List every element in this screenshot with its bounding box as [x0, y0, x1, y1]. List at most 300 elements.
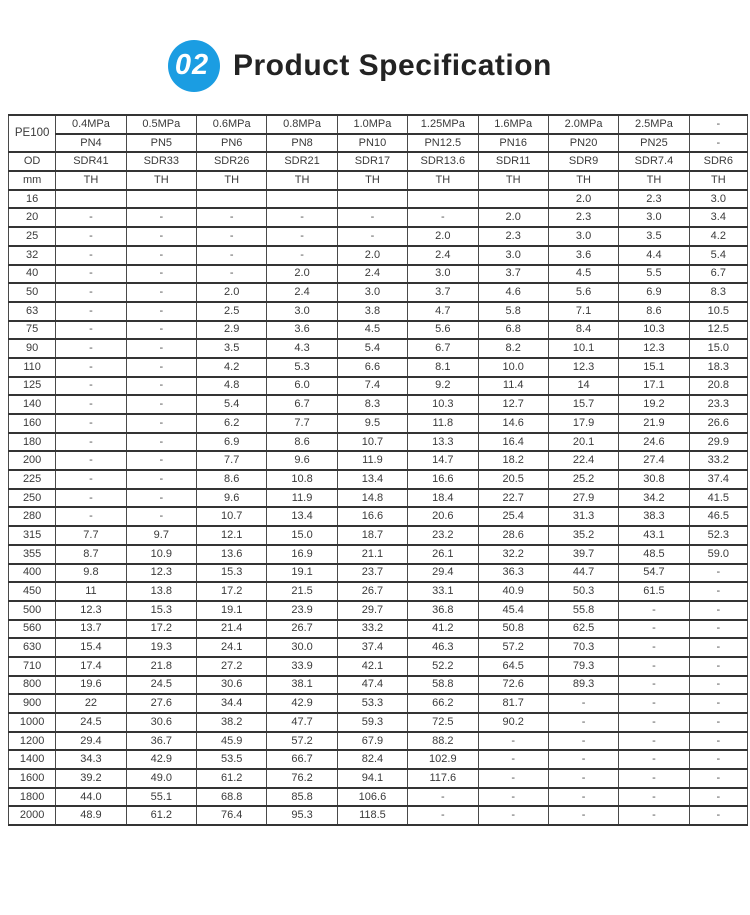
wall-thickness-cell: -	[548, 750, 618, 769]
wall-thickness-cell: 39.2	[56, 769, 126, 788]
pn-header-cell: PN10	[337, 134, 407, 153]
wall-thickness-cell: 4.6	[478, 283, 548, 302]
header-row-pressure	[9, 115, 748, 134]
wall-thickness-cell: -	[337, 227, 407, 246]
wall-thickness-cell: -	[56, 507, 126, 526]
wall-thickness-cell: 118.5	[337, 806, 407, 825]
wall-thickness-cell: 61.2	[126, 806, 196, 825]
data-row-od-560	[9, 620, 748, 639]
wall-thickness-cell: -	[619, 638, 689, 657]
wall-thickness-cell: 42.1	[337, 657, 407, 676]
wall-thickness-cell: 72.6	[478, 676, 548, 695]
wall-thickness-cell: 15.0	[689, 339, 747, 358]
wall-thickness-cell: 13.8	[126, 582, 196, 601]
wall-thickness-cell: 11.4	[478, 377, 548, 396]
wall-thickness-cell: 2.0	[267, 265, 337, 284]
wall-thickness-cell: 14.6	[478, 414, 548, 433]
wall-thickness-cell: 58.8	[408, 676, 478, 695]
pn-header-cell: PN25	[619, 134, 689, 153]
wall-thickness-cell: 15.4	[56, 638, 126, 657]
wall-thickness-cell: -	[619, 806, 689, 825]
wall-thickness-cell: 54.7	[619, 564, 689, 583]
data-row-od-1800	[9, 788, 748, 807]
wall-thickness-cell: 21.9	[619, 414, 689, 433]
wall-thickness-cell: 76.2	[267, 769, 337, 788]
pn-header-cell: PN5	[126, 134, 196, 153]
wall-thickness-cell: 45.9	[197, 732, 267, 751]
wall-thickness-cell: 21.1	[337, 545, 407, 564]
wall-thickness-cell: 10.3	[619, 321, 689, 340]
wall-thickness-cell: 85.8	[267, 788, 337, 807]
pressure-header-cell: 0.6MPa	[197, 115, 267, 134]
pn-header-cell: PN16	[478, 134, 548, 153]
wall-thickness-cell: 7.7	[267, 414, 337, 433]
wall-thickness-cell: 41.2	[408, 620, 478, 639]
wall-thickness-cell: 3.6	[267, 321, 337, 340]
wall-thickness-cell: 33.2	[689, 451, 747, 470]
pn-header-cell: PN8	[267, 134, 337, 153]
th-header-cell: TH	[689, 171, 747, 190]
data-row-od-710	[9, 657, 748, 676]
wall-thickness-cell: 2.4	[408, 246, 478, 265]
wall-thickness-cell: 4.2	[689, 227, 747, 246]
data-row-od-20	[9, 208, 748, 227]
wall-thickness-cell: 53.3	[337, 694, 407, 713]
wall-thickness-cell: 4.8	[197, 377, 267, 396]
wall-thickness-cell: 48.9	[56, 806, 126, 825]
wall-thickness-cell: 2.0	[337, 246, 407, 265]
wall-thickness-cell: 12.1	[197, 526, 267, 545]
wall-thickness-cell: 5.4	[197, 395, 267, 414]
material-cell: PE100	[9, 115, 56, 152]
wall-thickness-cell: -	[197, 227, 267, 246]
wall-thickness-cell: 57.2	[267, 732, 337, 751]
wall-thickness-cell: 9.2	[408, 377, 478, 396]
wall-thickness-cell: 2.0	[478, 208, 548, 227]
od-cell: 225	[9, 470, 56, 489]
section-number: 02	[174, 49, 210, 81]
wall-thickness-cell: -	[56, 433, 126, 452]
pn-header-cell: -	[689, 134, 747, 153]
wall-thickness-cell: 32.2	[478, 545, 548, 564]
wall-thickness-cell: -	[126, 283, 196, 302]
wall-thickness-cell: 7.7	[197, 451, 267, 470]
wall-thickness-cell: 33.1	[408, 582, 478, 601]
wall-thickness-cell: 2.5	[197, 302, 267, 321]
data-row-od-32	[9, 246, 748, 265]
wall-thickness-cell	[337, 190, 407, 209]
wall-thickness-cell: 26.1	[408, 545, 478, 564]
od-cell: 63	[9, 302, 56, 321]
od-cell: 355	[9, 545, 56, 564]
wall-thickness-cell: 5.6	[408, 321, 478, 340]
wall-thickness-cell: -	[619, 750, 689, 769]
data-row-od-1400	[9, 750, 748, 769]
wall-thickness-cell: 22.7	[478, 489, 548, 508]
wall-thickness-cell: 12.7	[478, 395, 548, 414]
wall-thickness-cell: -	[337, 208, 407, 227]
wall-thickness-cell: 36.8	[408, 601, 478, 620]
wall-thickness-cell: 30.0	[267, 638, 337, 657]
wall-thickness-cell: 5.6	[548, 283, 618, 302]
th-header-cell: TH	[408, 171, 478, 190]
data-row-od-180	[9, 433, 748, 452]
od-cell: 125	[9, 377, 56, 396]
data-row-od-50	[9, 283, 748, 302]
wall-thickness-cell: 14.7	[408, 451, 478, 470]
pressure-header-cell: 1.6MPa	[478, 115, 548, 134]
wall-thickness-cell: -	[548, 788, 618, 807]
wall-thickness-cell: -	[548, 732, 618, 751]
wall-thickness-cell: -	[689, 564, 747, 583]
data-row-od-160	[9, 414, 748, 433]
data-row-od-315	[9, 526, 748, 545]
wall-thickness-cell: -	[126, 246, 196, 265]
wall-thickness-cell: 2.3	[548, 208, 618, 227]
wall-thickness-cell: 4.5	[548, 265, 618, 284]
wall-thickness-cell: -	[197, 246, 267, 265]
wall-thickness-cell: -	[126, 395, 196, 414]
wall-thickness-cell: 49.0	[126, 769, 196, 788]
wall-thickness-cell: -	[548, 769, 618, 788]
wall-thickness-cell: 10.0	[478, 358, 548, 377]
wall-thickness-cell: 23.7	[337, 564, 407, 583]
od-cell: 180	[9, 433, 56, 452]
header-row-sdr	[9, 152, 748, 171]
wall-thickness-cell: -	[408, 208, 478, 227]
wall-thickness-cell: 8.4	[548, 321, 618, 340]
wall-thickness-cell: -	[689, 713, 747, 732]
wall-thickness-cell: 22.4	[548, 451, 618, 470]
wall-thickness-cell: 41.5	[689, 489, 747, 508]
wall-thickness-cell: 20.6	[408, 507, 478, 526]
wall-thickness-cell: -	[548, 713, 618, 732]
wall-thickness-cell: 9.7	[126, 526, 196, 545]
wall-thickness-cell: -	[619, 732, 689, 751]
sdr-header-cell: SDR6	[689, 152, 747, 171]
wall-thickness-cell: 17.9	[548, 414, 618, 433]
wall-thickness-cell: 53.5	[197, 750, 267, 769]
wall-thickness-cell: -	[689, 750, 747, 769]
wall-thickness-cell: -	[689, 657, 747, 676]
wall-thickness-cell: 19.1	[197, 601, 267, 620]
wall-thickness-cell: -	[126, 470, 196, 489]
wall-thickness-cell: 3.4	[689, 208, 747, 227]
wall-thickness-cell: 4.5	[337, 321, 407, 340]
wall-thickness-cell: 23.2	[408, 526, 478, 545]
od-cell: 50	[9, 283, 56, 302]
wall-thickness-cell: -	[126, 321, 196, 340]
data-row-od-400	[9, 564, 748, 583]
page-title: Product Specification	[233, 48, 552, 82]
wall-thickness-cell: 3.6	[548, 246, 618, 265]
wall-thickness-cell: -	[619, 713, 689, 732]
wall-thickness-cell: 17.2	[126, 620, 196, 639]
wall-thickness-cell: -	[126, 451, 196, 470]
wall-thickness-cell: 68.8	[197, 788, 267, 807]
wall-thickness-cell: 38.2	[197, 713, 267, 732]
wall-thickness-cell: 21.4	[197, 620, 267, 639]
th-header-cell: TH	[337, 171, 407, 190]
spec-table-body	[9, 115, 748, 825]
wall-thickness-cell: 15.1	[619, 358, 689, 377]
wall-thickness-cell: 14.8	[337, 489, 407, 508]
wall-thickness-cell: 4.7	[408, 302, 478, 321]
wall-thickness-cell: -	[126, 433, 196, 452]
wall-thickness-cell: 52.3	[689, 526, 747, 545]
wall-thickness-cell: 33.9	[267, 657, 337, 676]
wall-thickness-cell: 15.3	[197, 564, 267, 583]
od-cell: 1200	[9, 732, 56, 751]
wall-thickness-cell: 90.2	[478, 713, 548, 732]
wall-thickness-cell: 29.4	[56, 732, 126, 751]
od-cell: 800	[9, 676, 56, 695]
wall-thickness-cell: -	[619, 694, 689, 713]
data-row-od-40	[9, 265, 748, 284]
pn-header-cell: PN4	[56, 134, 126, 153]
wall-thickness-cell: 30.6	[197, 676, 267, 695]
data-row-od-1000	[9, 713, 748, 732]
wall-thickness-cell: 26.7	[267, 620, 337, 639]
data-row-od-63	[9, 302, 748, 321]
wall-thickness-cell: 36.7	[126, 732, 196, 751]
od-cell: 16	[9, 190, 56, 209]
wall-thickness-cell: -	[619, 769, 689, 788]
wall-thickness-cell: 17.1	[619, 377, 689, 396]
wall-thickness-cell: -	[619, 601, 689, 620]
wall-thickness-cell: -	[126, 414, 196, 433]
od-cell: 90	[9, 339, 56, 358]
wall-thickness-cell: -	[126, 377, 196, 396]
section-number-badge	[168, 40, 220, 92]
pn-header-cell: PN6	[197, 134, 267, 153]
wall-thickness-cell: 3.7	[408, 283, 478, 302]
od-cell: 710	[9, 657, 56, 676]
od-cell: 140	[9, 395, 56, 414]
wall-thickness-cell: 18.3	[689, 358, 747, 377]
sdr-header-cell: SDR26	[197, 152, 267, 171]
wall-thickness-cell: 25.2	[548, 470, 618, 489]
wall-thickness-cell: -	[689, 638, 747, 657]
pressure-header-cell: 2.5MPa	[619, 115, 689, 134]
wall-thickness-cell: -	[197, 265, 267, 284]
wall-thickness-cell: -	[126, 507, 196, 526]
sdr-header-cell: SDR9	[548, 152, 618, 171]
wall-thickness-cell: 24.1	[197, 638, 267, 657]
th-header-cell: TH	[197, 171, 267, 190]
wall-thickness-cell: 25.4	[478, 507, 548, 526]
wall-thickness-cell: -	[126, 265, 196, 284]
wall-thickness-cell: 6.7	[408, 339, 478, 358]
wall-thickness-cell: 50.8	[478, 620, 548, 639]
wall-thickness-cell: -	[56, 451, 126, 470]
wall-thickness-cell: 15.3	[126, 601, 196, 620]
wall-thickness-cell: 6.8	[478, 321, 548, 340]
wall-thickness-cell: 16.6	[337, 507, 407, 526]
wall-thickness-cell	[126, 190, 196, 209]
wall-thickness-cell: 3.0	[689, 190, 747, 209]
wall-thickness-cell: 8.6	[197, 470, 267, 489]
unit-label-cell: mm	[9, 171, 56, 190]
wall-thickness-cell: -	[689, 732, 747, 751]
od-cell: 1000	[9, 713, 56, 732]
wall-thickness-cell: 19.3	[126, 638, 196, 657]
wall-thickness-cell: 19.1	[267, 564, 337, 583]
data-row-od-225	[9, 470, 748, 489]
wall-thickness-cell: -	[548, 694, 618, 713]
data-row-od-110	[9, 358, 748, 377]
wall-thickness-cell: 47.4	[337, 676, 407, 695]
sdr-header-cell: SDR33	[126, 152, 196, 171]
wall-thickness-cell: 13.4	[337, 470, 407, 489]
od-cell: 40	[9, 265, 56, 284]
wall-thickness-cell: 35.2	[548, 526, 618, 545]
wall-thickness-cell: 117.6	[408, 769, 478, 788]
wall-thickness-cell: 10.7	[337, 433, 407, 452]
wall-thickness-cell: -	[197, 208, 267, 227]
wall-thickness-cell: 27.6	[126, 694, 196, 713]
od-cell: 400	[9, 564, 56, 583]
wall-thickness-cell: 5.8	[478, 302, 548, 321]
wall-thickness-cell: 36.3	[478, 564, 548, 583]
wall-thickness-cell: -	[56, 358, 126, 377]
wall-thickness-cell: 45.4	[478, 601, 548, 620]
spec-table	[8, 114, 748, 826]
wall-thickness-cell: 37.4	[337, 638, 407, 657]
wall-thickness-cell: 59.3	[337, 713, 407, 732]
wall-thickness-cell: 18.2	[478, 451, 548, 470]
pressure-header-cell: 1.0MPa	[337, 115, 407, 134]
wall-thickness-cell: 8.6	[267, 433, 337, 452]
wall-thickness-cell: 66.7	[267, 750, 337, 769]
data-row-od-800	[9, 676, 748, 695]
wall-thickness-cell: -	[619, 657, 689, 676]
wall-thickness-cell: 34.2	[619, 489, 689, 508]
wall-thickness-cell: 9.6	[197, 489, 267, 508]
th-header-cell: TH	[478, 171, 548, 190]
od-cell: 630	[9, 638, 56, 657]
wall-thickness-cell: 6.7	[267, 395, 337, 414]
od-cell: 20	[9, 208, 56, 227]
wall-thickness-cell: 27.4	[619, 451, 689, 470]
wall-thickness-cell: 31.3	[548, 507, 618, 526]
sdr-header-cell: SDR13.6	[408, 152, 478, 171]
wall-thickness-cell	[56, 190, 126, 209]
wall-thickness-cell: 29.7	[337, 601, 407, 620]
wall-thickness-cell: 11.8	[408, 414, 478, 433]
wall-thickness-cell: -	[689, 620, 747, 639]
od-cell: 900	[9, 694, 56, 713]
wall-thickness-cell: 24.6	[619, 433, 689, 452]
pressure-header-cell: 0.8MPa	[267, 115, 337, 134]
wall-thickness-cell: -	[267, 208, 337, 227]
sdr-header-cell: SDR21	[267, 152, 337, 171]
wall-thickness-cell: 17.4	[56, 657, 126, 676]
wall-thickness-cell: 5.4	[689, 246, 747, 265]
wall-thickness-cell: 27.2	[197, 657, 267, 676]
sdr-header-cell: SDR7.4	[619, 152, 689, 171]
wall-thickness-cell: 16.9	[267, 545, 337, 564]
th-header-cell: TH	[267, 171, 337, 190]
od-cell: 2000	[9, 806, 56, 825]
data-row-od-280	[9, 507, 748, 526]
wall-thickness-cell: 10.9	[126, 545, 196, 564]
od-cell: 110	[9, 358, 56, 377]
wall-thickness-cell: -	[56, 489, 126, 508]
wall-thickness-cell: 3.7	[478, 265, 548, 284]
wall-thickness-cell: 30.6	[126, 713, 196, 732]
wall-thickness-cell: 33.2	[337, 620, 407, 639]
wall-thickness-cell: -	[689, 806, 747, 825]
wall-thickness-cell: -	[689, 694, 747, 713]
pressure-header-cell: -	[689, 115, 747, 134]
wall-thickness-cell: 6.7	[689, 265, 747, 284]
wall-thickness-cell: -	[56, 283, 126, 302]
wall-thickness-cell: 79.3	[548, 657, 618, 676]
wall-thickness-cell: 3.0	[267, 302, 337, 321]
section-header	[0, 0, 750, 92]
wall-thickness-cell: 23.9	[267, 601, 337, 620]
wall-thickness-cell: 29.9	[689, 433, 747, 452]
wall-thickness-cell: -	[56, 321, 126, 340]
wall-thickness-cell: 30.8	[619, 470, 689, 489]
wall-thickness-cell: 4.2	[197, 358, 267, 377]
wall-thickness-cell: 3.5	[197, 339, 267, 358]
wall-thickness-cell: 6.6	[337, 358, 407, 377]
wall-thickness-cell	[197, 190, 267, 209]
od-cell: 280	[9, 507, 56, 526]
header-row-units	[9, 171, 748, 190]
wall-thickness-cell: -	[56, 339, 126, 358]
wall-thickness-cell: -	[56, 395, 126, 414]
data-row-od-75	[9, 321, 748, 340]
pressure-header-cell: 0.5MPa	[126, 115, 196, 134]
wall-thickness-cell: 66.2	[408, 694, 478, 713]
wall-thickness-cell: -	[126, 489, 196, 508]
wall-thickness-cell: 19.2	[619, 395, 689, 414]
pressure-header-cell: 1.25MPa	[408, 115, 478, 134]
wall-thickness-cell: 82.4	[337, 750, 407, 769]
od-cell: 1600	[9, 769, 56, 788]
wall-thickness-cell: 29.4	[408, 564, 478, 583]
wall-thickness-cell: -	[408, 788, 478, 807]
wall-thickness-cell: 3.0	[619, 208, 689, 227]
data-row-od-500	[9, 601, 748, 620]
data-row-od-2000	[9, 806, 748, 825]
wall-thickness-cell: 67.9	[337, 732, 407, 751]
wall-thickness-cell: 17.2	[197, 582, 267, 601]
pressure-header-cell: 0.4MPa	[56, 115, 126, 134]
wall-thickness-cell: 37.4	[689, 470, 747, 489]
wall-thickness-cell: 50.3	[548, 582, 618, 601]
data-row-od-125	[9, 377, 748, 396]
wall-thickness-cell: 76.4	[197, 806, 267, 825]
wall-thickness-cell: 42.9	[267, 694, 337, 713]
wall-thickness-cell: 3.0	[337, 283, 407, 302]
wall-thickness-cell: 26.6	[689, 414, 747, 433]
od-cell: 1400	[9, 750, 56, 769]
od-cell: 500	[9, 601, 56, 620]
wall-thickness-cell: 2.4	[337, 265, 407, 284]
wall-thickness-cell: -	[126, 227, 196, 246]
wall-thickness-cell: 44.7	[548, 564, 618, 583]
wall-thickness-cell: 57.2	[478, 638, 548, 657]
wall-thickness-cell: 38.1	[267, 676, 337, 695]
wall-thickness-cell: 18.4	[408, 489, 478, 508]
wall-thickness-cell: 2.9	[197, 321, 267, 340]
wall-thickness-cell: 5.5	[619, 265, 689, 284]
wall-thickness-cell	[408, 190, 478, 209]
